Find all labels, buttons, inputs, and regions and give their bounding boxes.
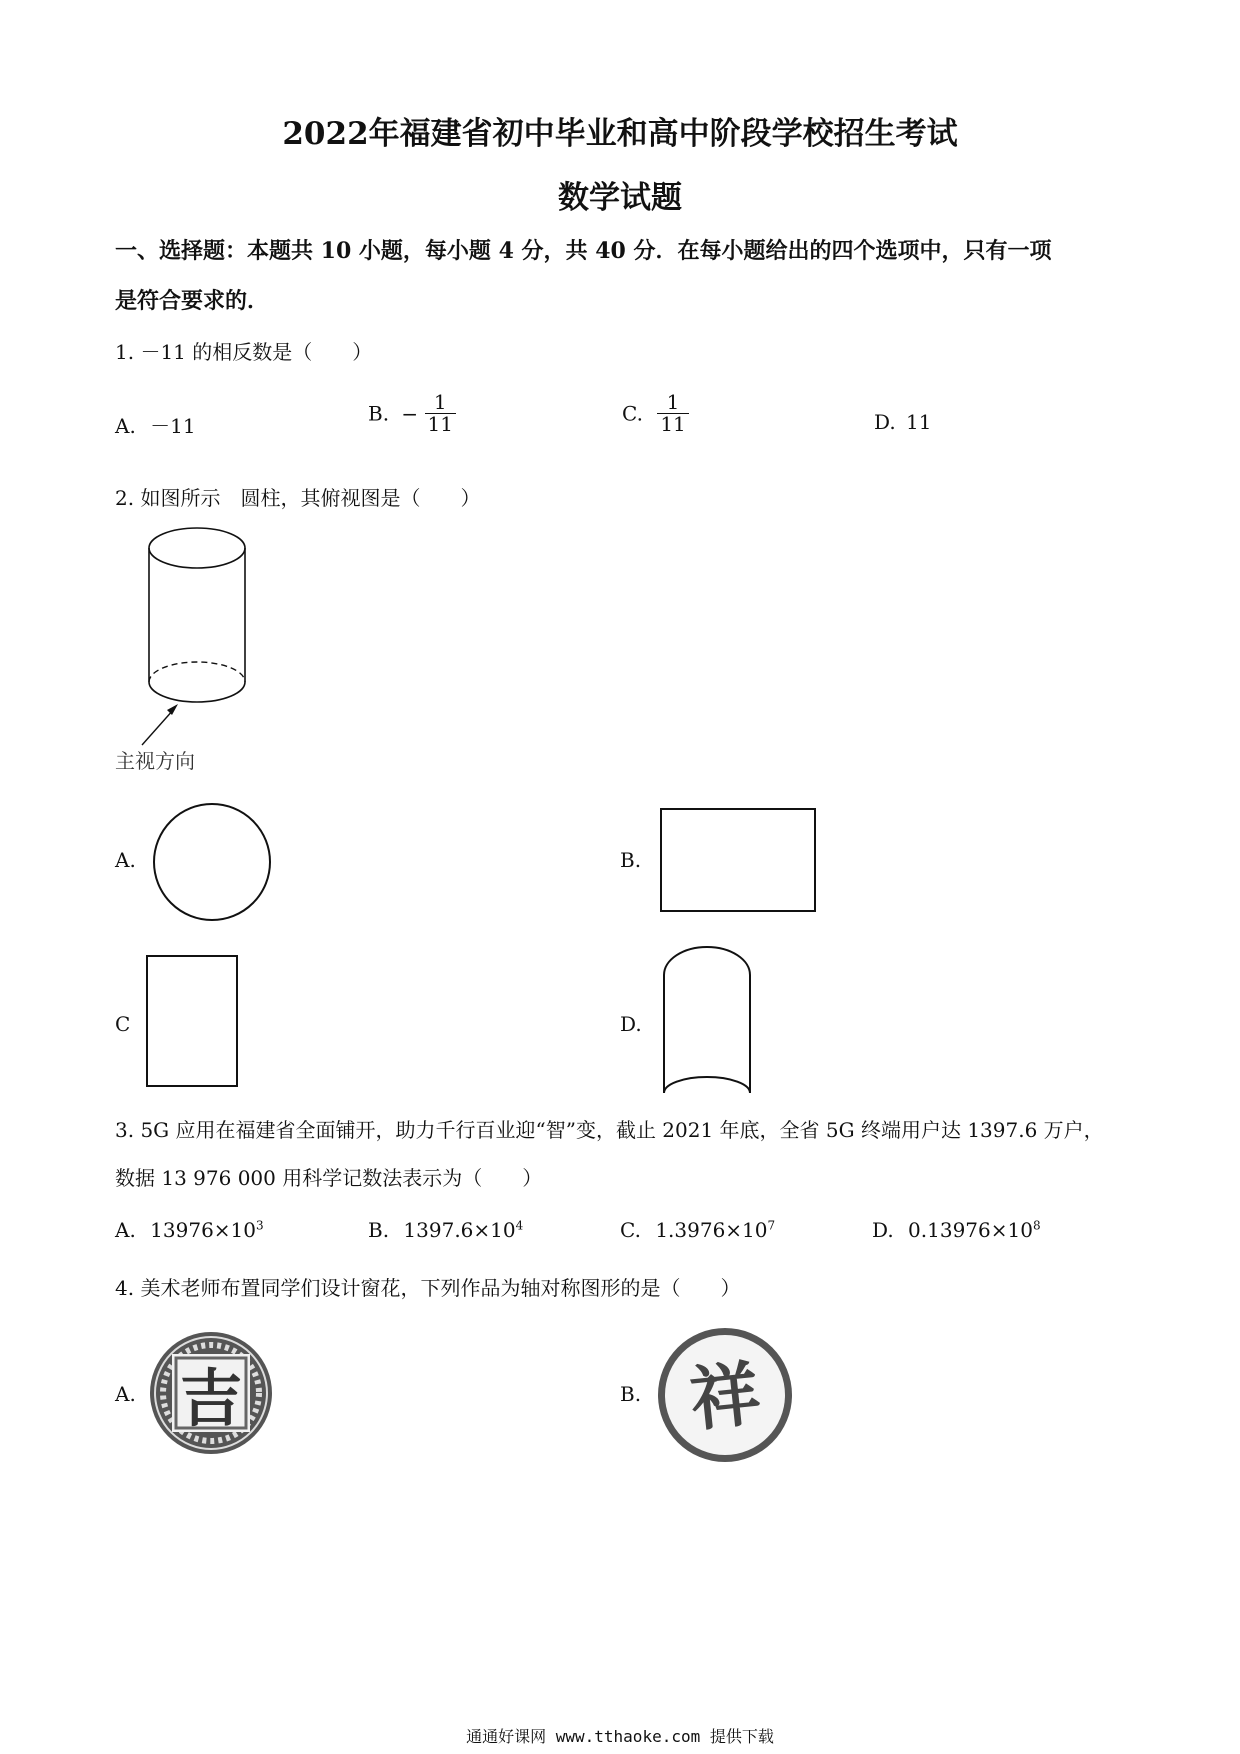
rectangle-option-figure (660, 808, 820, 914)
q2-option-a-label: A. (115, 848, 136, 872)
exponent: 7 (767, 1218, 776, 1233)
option-label: B. (368, 1218, 390, 1242)
q4-option-b-label: B. (620, 1382, 642, 1406)
q2-option-b-label: B. (620, 848, 642, 872)
xiang-character: 祥 (686, 1352, 765, 1442)
option-label: B. (368, 401, 390, 426)
q2-option-c-label: C (115, 1012, 131, 1036)
question-2-stem: 2. 如图所示 圆柱，其俯视图是（ ） (115, 486, 481, 510)
q3-option-a (115, 1218, 264, 1242)
q3-option-c (620, 1218, 775, 1242)
question-3-line1: 3. 5G 应用在福建省全面铺开，助力千行百业迎“智”变，截止 2021 年底，全省 5G 终端用户达 1397.6 万户， (115, 1118, 1104, 1142)
fraction (425, 392, 456, 435)
fraction-numerator: 1 (657, 392, 688, 414)
question-1-stem: 1. －11 的相反数是（ ） (115, 340, 373, 364)
figure-caption: 主视方向 (115, 749, 195, 773)
question-4-stem: 4. 美术老师布置同学们设计窗花，下列作品为轴对称图形的是（ ） (115, 1276, 741, 1300)
paper-cut-ji-figure (148, 1330, 278, 1460)
page-footer: 通通好课网 www.tthaoke.com 提供下载 (466, 1727, 774, 1746)
option-label: D. (874, 410, 896, 434)
fraction-numerator: 1 (425, 392, 456, 414)
option-value: 1397.6×10 (403, 1218, 516, 1242)
minus-sign: − (401, 401, 419, 426)
option-label: D. (872, 1218, 894, 1242)
half-cylinder-option-figure (660, 945, 755, 1095)
q1-option-a (115, 410, 196, 439)
fraction (657, 392, 688, 435)
option-value: －11 (150, 414, 196, 438)
exponent: 3 (256, 1218, 264, 1233)
q3-option-d (872, 1218, 1041, 1242)
section-heading-line2: 是符合要求的． (115, 288, 270, 314)
question-3-line2: 数据 13 976 000 用科学记数法表示为（ ） (115, 1166, 543, 1190)
exponent: 8 (1032, 1218, 1041, 1233)
option-value: 0.13976×10 (908, 1218, 1033, 1242)
cylinder-figure (140, 520, 260, 720)
exam-subtitle: 数学试题 (558, 180, 682, 216)
fraction-denominator: 11 (660, 412, 686, 436)
q1-option-b (368, 392, 456, 435)
option-value: 13976×10 (150, 1218, 257, 1242)
option-label: C. (620, 1218, 641, 1242)
fraction-denominator: 11 (427, 412, 453, 436)
option-label: A. (115, 1218, 136, 1242)
paper-cut-xiang-figure (655, 1325, 795, 1465)
option-label: C. (622, 401, 643, 426)
q4-option-a-label: A. (115, 1382, 136, 1406)
option-value: 11 (906, 410, 932, 434)
exam-title: 2022年福建省初中毕业和高中阶段学校招生考试 (282, 116, 958, 152)
tall-rectangle-option-figure (146, 955, 241, 1089)
ji-character: 吉 (179, 1362, 243, 1435)
q2-option-d-label: D. (620, 1012, 642, 1036)
q1-option-d (874, 410, 932, 434)
option-value: 1.3976×10 (655, 1218, 768, 1242)
option-label: A. (115, 414, 136, 438)
circle-option-figure (150, 800, 275, 925)
q1-option-c (622, 392, 689, 435)
exponent: 4 (515, 1218, 524, 1233)
section-heading-line1: 一、选择题：本题共 10 小题，每小题 4 分，共 40 分．在每小题给出的四个选项中，只有一项 (115, 238, 1052, 264)
q3-option-b (368, 1218, 523, 1242)
